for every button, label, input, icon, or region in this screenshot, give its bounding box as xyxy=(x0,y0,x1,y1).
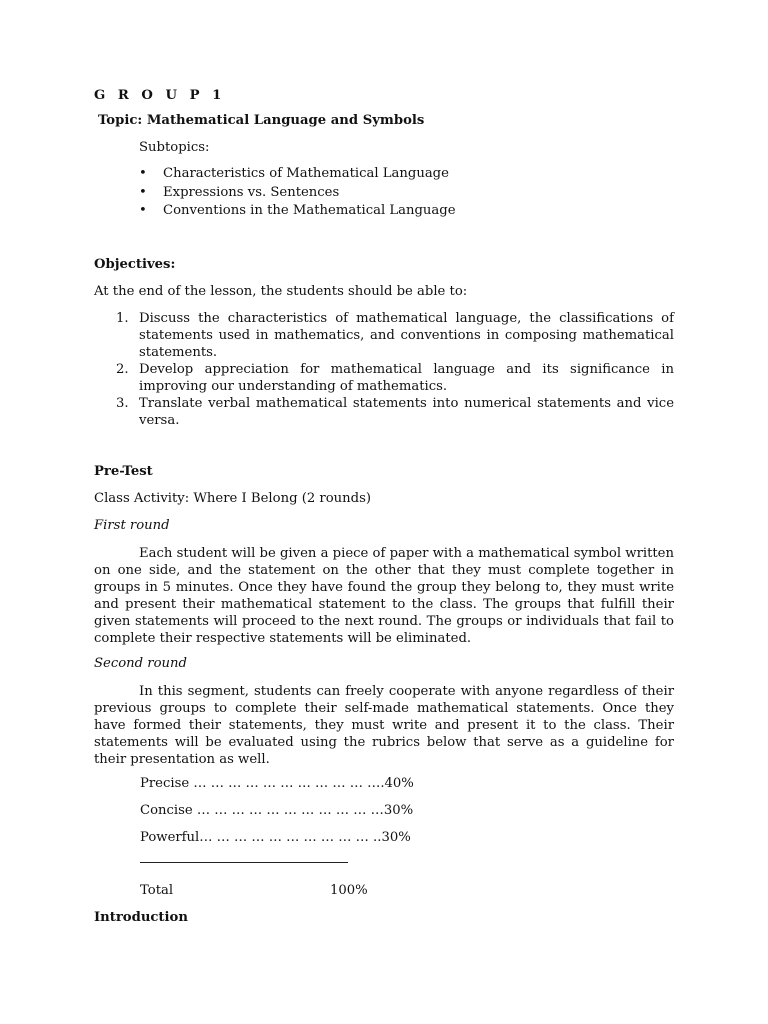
item-number: 1. xyxy=(116,311,129,326)
rubric-total-label: Total xyxy=(140,883,174,898)
item-text: Develop appreciation for mathematical language and its significance in improving our understanding of mathematics. xyxy=(139,362,674,394)
list-item: • Expressions vs. Sentences xyxy=(139,185,456,204)
rubric-divider xyxy=(140,862,348,863)
topic-title: Topic: Mathematical Language and Symbols xyxy=(98,113,425,128)
item-number: 3. xyxy=(116,396,129,411)
rubric-precise: Precise … … … … … … … … … … ….40% xyxy=(140,776,414,791)
introduction-title: Introduction xyxy=(94,910,188,925)
second-round-paragraph: In this segment, students can freely cooperate with anyone regardless of their previous groups to complete their self-made mathematical statements. Once they have formed their statements, they must write and present it to the class. Their statements will be evaluated using the rubrics below that serve as a guideline for their presentation as well. xyxy=(94,684,674,767)
group-heading: G R O U P 1 xyxy=(94,88,226,103)
rubric-powerful: Powerful… … … … … … … … … … ..30% xyxy=(140,830,411,845)
subtopics-list xyxy=(139,166,456,222)
objectives-title: Objectives: xyxy=(94,257,176,272)
item-text: Discuss the characteristics of mathematical language, the classifications of statements used in mathematics, and conventions in composing mathematical statements. xyxy=(139,311,674,360)
pretest-title: Pre-Test xyxy=(94,464,153,479)
first-round-paragraph: Each student will be given a piece of paper with a mathematical symbol written on one side, and the statement on the other that they must complete together in groups in 5 minutes. Once they have found the group they belong to, they must write and present their mathematical statement to the class. The groups that fulfill their given statements will proceed to the next round. The groups or individuals that fail to complete their respective statements will be eliminated. xyxy=(94,546,674,646)
second-round-label: Second round xyxy=(94,656,187,671)
objectives-intro: At the end of the lesson, the students should be able to: xyxy=(94,284,468,299)
subtopics-label: Subtopics: xyxy=(139,140,210,155)
rubric-total-value: 100% xyxy=(330,883,368,898)
list-item xyxy=(94,310,674,361)
class-activity: Class Activity: Where I Belong (2 rounds) xyxy=(94,491,372,506)
first-round-label: First round xyxy=(94,518,170,533)
list-item: • Conventions in the Mathematical Language xyxy=(139,203,456,222)
item-text: Translate verbal mathematical statements into numerical statements and vice versa. xyxy=(139,396,674,428)
rubric-concise: Concise … … … … … … … … … … …30% xyxy=(140,803,414,818)
list-item xyxy=(94,361,674,395)
item-number: 2. xyxy=(116,362,129,377)
objectives-list xyxy=(94,310,674,429)
list-item xyxy=(94,395,674,429)
list-item: • Characteristics of Mathematical Language xyxy=(139,166,456,185)
